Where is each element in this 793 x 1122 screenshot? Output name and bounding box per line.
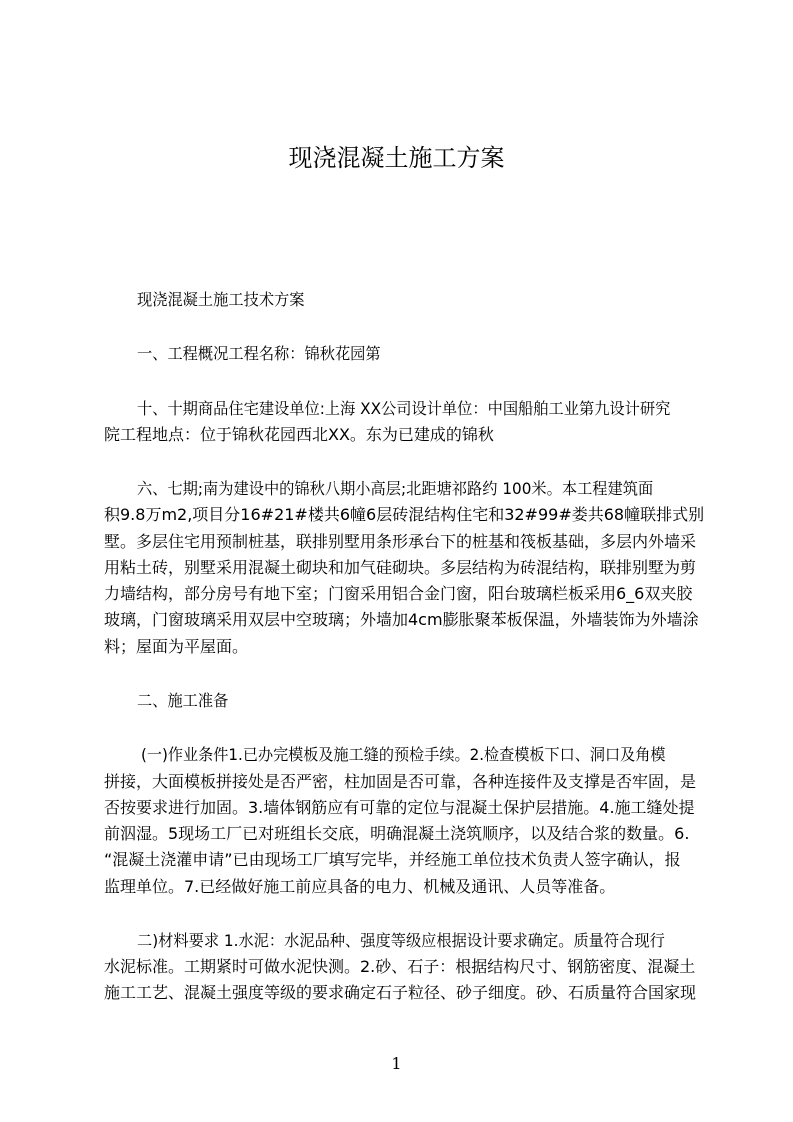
text-line: 院工程地点：位于锦秋花园西北XX。东为已建成的锦秋 <box>104 425 494 444</box>
text-line: 玻璃，门窗玻璃采用双层中空玻璃；外墙加4cm膨胀聚苯板保温，外墙装饰为外墙涂 <box>104 610 699 629</box>
text-line: 拼接，大面模板拼接处是否严密，柱加固是否可靠，各种连接件及支撑是否牢固，是 <box>104 772 697 791</box>
text-line: 积9.8万m2,项目分16#21#楼共6幢6层砖混结构住宅和32#99#娄共68幢联排式别 <box>104 505 705 524</box>
text-line: 施工工艺、混凝土强度等级的要求确定石子粒径、砂子细度。砂、石质量符合国家现 <box>104 983 697 1002</box>
text-line: 二)材料要求 1.水泥：水泥品种、强度等级应根据设计要求确定。质量符合现行 <box>137 931 665 950</box>
page-number: 1 <box>391 1054 402 1073</box>
text-line: 用粘土砖，别墅采用混凝土砌块和加气硅砌块。多层结构为砖混结构，联排别墅为剪 <box>104 558 697 577</box>
text-line: “混凝土浇灌申请”已由现场工厂填写完毕，并经施工单位技术负责人签字确认，报 <box>104 850 681 869</box>
text-line: (一)作业条件1.已办完模板及施工缝的预检手续。2.检查模板下口、洞口及角模 <box>141 745 666 764</box>
text-line: 水泥标准。工期紧时可做水泥快测。2.砂、石子：根据结构尺寸、钢筋密度、混凝土 <box>104 957 696 976</box>
text-line: 力墙结构，部分房号有地下室；门窗采用铝合金门窗，阳台玻璃栏板采用6_6双夹胶 <box>104 584 693 603</box>
text-line: 墅。多层住宅用预制桩基，联排别墅用条形承台下的桩基和筏板基础，多层内外墙采 <box>104 532 697 551</box>
text-line: 料；屋面为平屋面。 <box>104 637 249 656</box>
text-line: 前泅湿。5现场工厂已对班组长交底，明确混凝土浇筑顺序，以及结合浆的数量。6. <box>104 824 690 843</box>
section-heading-preparation: 二、施工准备 <box>137 691 229 710</box>
text-line: 十、十期商品住宅建设单位:上海 XX公司设计单位：中国船舶工业第九设计研究 <box>137 399 671 418</box>
text-line: 六、七期;南为建设中的锦秋八期小高层;北距塘祁路约 100米。本工程建筑面 <box>137 479 654 498</box>
text-line: 监理单位。7.已经做好施工前应具备的电力、机械及通讯、人员等准备。 <box>104 877 616 896</box>
page-title: 现浇混凝土施工方案 <box>288 144 505 172</box>
text-line: 否按要求进行加固。3.墙体钢筋应有可靠的定位与混凝土保护层措施。4.施工缝处提 <box>104 798 695 817</box>
subtitle: 现浇混凝土施工技术方案 <box>137 290 305 309</box>
section-heading-overview: 一、工程概况工程名称：锦秋花园第 <box>137 344 381 363</box>
